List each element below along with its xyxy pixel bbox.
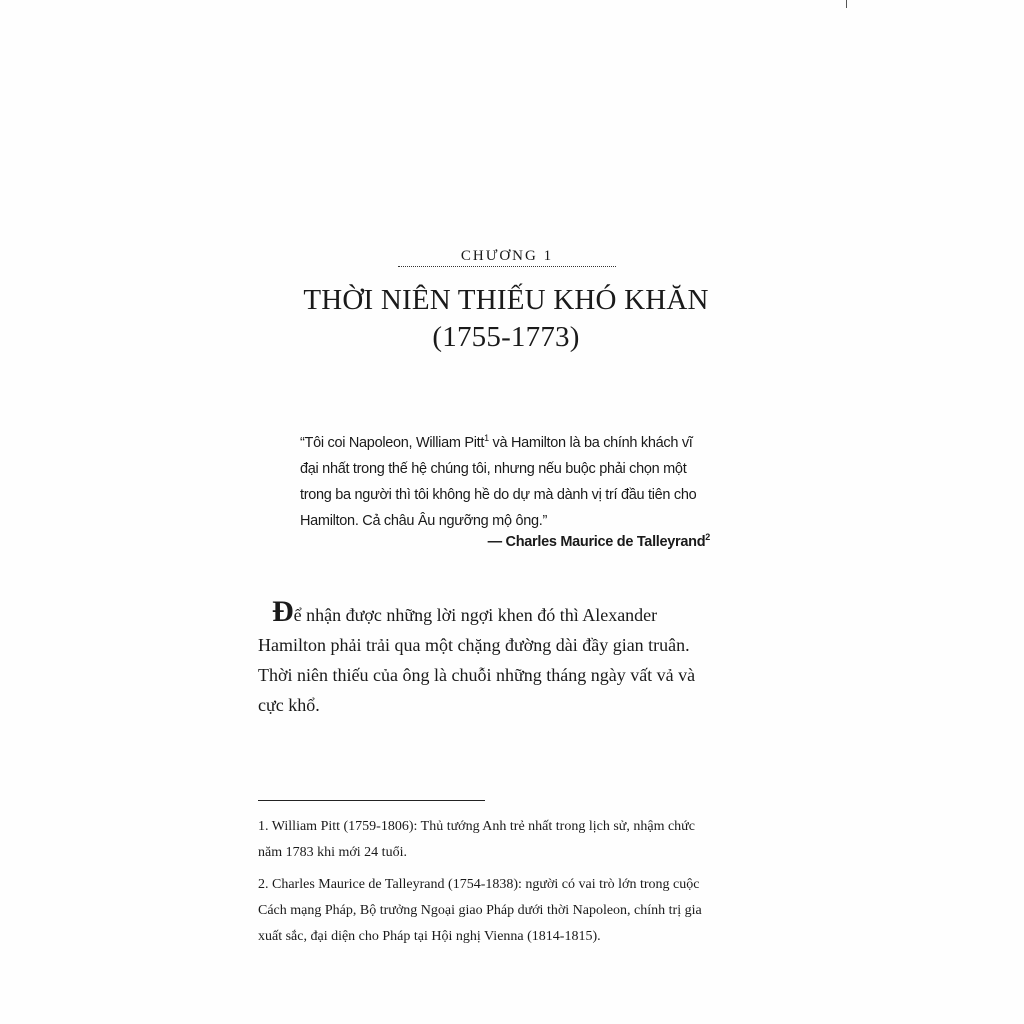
- footnote-1-line: 1. William Pitt (1759-1806): Thủ tướng Anh trẻ nhất trong lịch sử, nhậm chức: [258, 819, 695, 834]
- quote-line: đại nhất trong thế hệ chúng tôi, nhưng nếu buộc phải chọn một: [300, 460, 687, 477]
- chapter-title-line1: THỜI NIÊN THIẾU KHÓ KHĂN: [303, 284, 709, 316]
- body-paragraph: [258, 595, 758, 720]
- quote-text: “Tôi coi Napoleon, William Pitt: [300, 434, 485, 451]
- drop-cap: Đ: [272, 595, 294, 628]
- body-line: [258, 595, 758, 630]
- body-text: ể nhận được những lời ngợi khen đó thì Alexander: [293, 605, 658, 625]
- epigraph-quote: [300, 425, 720, 534]
- footnote-1-line: năm 1783 khi mới 24 tuổi.: [258, 845, 407, 860]
- chapter-title: [300, 282, 712, 356]
- chapter-title-years: (1755-1773): [432, 321, 580, 353]
- body-line: Thời niên thiếu của ông là chuỗi những tháng ngày vất vả và: [258, 665, 696, 685]
- chapter-label-text: CHƯƠNG 1: [460, 248, 554, 264]
- footnote-2-line: xuất sắc, đại diện cho Pháp tại Hội nghị Vienna (1814-1815).: [258, 929, 601, 944]
- footnotes: [258, 814, 758, 950]
- quote-line: [300, 425, 720, 456]
- attribution-text: — Charles Maurice de Talleyrand: [487, 533, 706, 550]
- footnote-2-line: 2. Charles Maurice de Talleyrand (1754-1838): người có vai trò lớn trong cuộc: [258, 877, 700, 892]
- quote-line: Hamilton. Cả châu Âu ngưỡng mộ ông.”: [300, 512, 547, 529]
- chapter-dotted-line: [398, 266, 616, 267]
- quote-text: và Hamilton là ba chính khách vĩ: [488, 434, 693, 451]
- page-edge-mark: [846, 0, 847, 8]
- footnote-ref-1: 1: [484, 433, 489, 443]
- footnote-2-line: Cách mạng Pháp, Bộ trưởng Ngoại giao Pháp dưới thời Napoleon, chính trị gia: [258, 903, 702, 918]
- footnote-ref-2: 2: [705, 532, 710, 542]
- quote-attribution: [460, 532, 710, 550]
- footnote-separator: [258, 800, 485, 801]
- body-line: cực khổ.: [258, 695, 320, 715]
- body-line: Hamilton phải trải qua một chặng đường dài đầy gian truân.: [258, 635, 690, 655]
- quote-line: trong ba người thì tôi không hề do dự mà dành vị trí đầu tiên cho: [300, 486, 697, 503]
- chapter-label: [398, 248, 616, 265]
